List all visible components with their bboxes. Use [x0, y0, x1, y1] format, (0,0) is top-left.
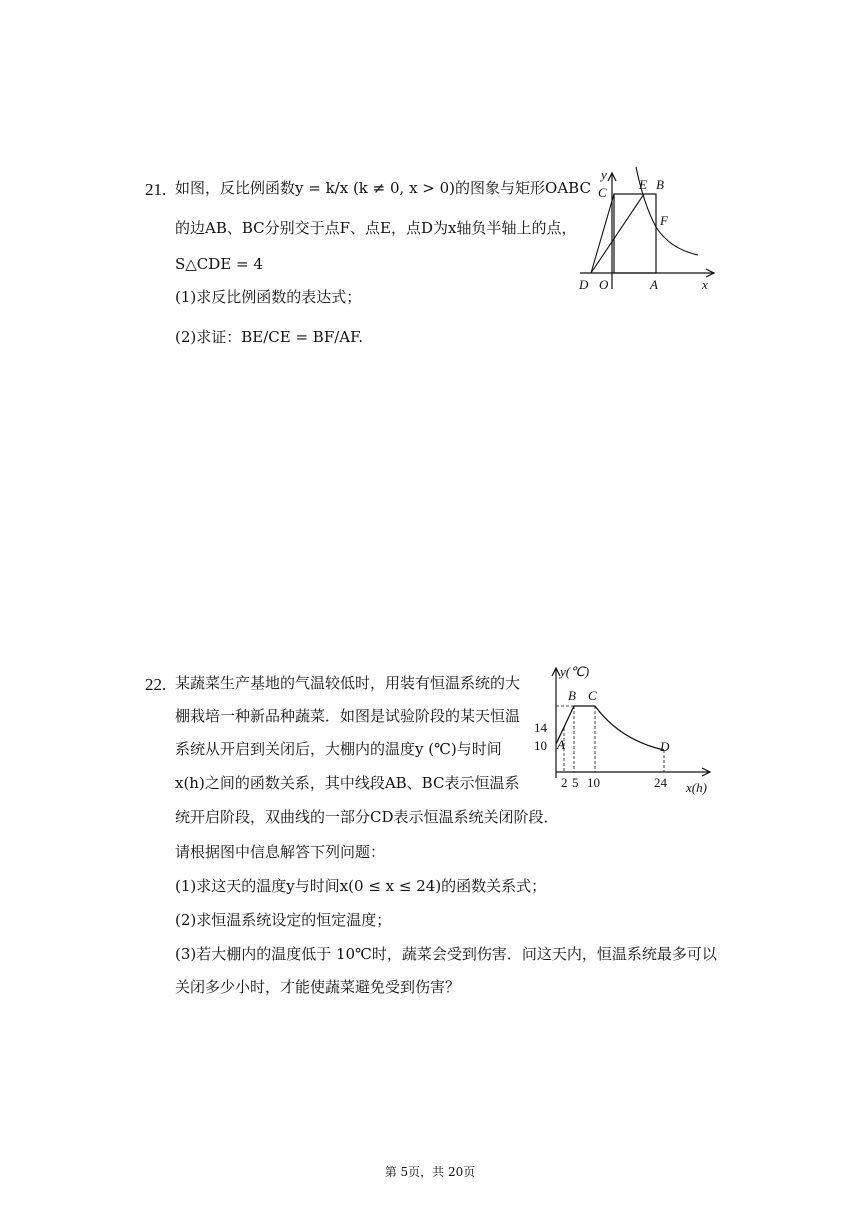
- label-14: 14: [534, 720, 547, 735]
- figure-21: [574, 165, 724, 295]
- figure-22: [530, 660, 720, 800]
- question-1: (1)求这天的温度y与时间x(0 ≤ x ≤ 24)的函数关系式；: [175, 877, 547, 895]
- tick-2: 2: [561, 775, 568, 790]
- problem-text-line: 如图，反比例函数y = k/x (k ≠ 0, x > 0)的图象与矩形OABC: [175, 179, 591, 197]
- problem-text-line: 的边AB、BC分别交于点F、点E，点D为x轴负半轴上的点，: [175, 219, 577, 237]
- problem-text-line: S△CDE = 4: [175, 255, 263, 273]
- label-a: A: [557, 737, 565, 752]
- problem-text-line: 系统从开启到关闭后，大棚内的温度y (℃)与时间: [175, 740, 502, 758]
- question-2: (2)求证：BE/CE = BF/AF.: [175, 328, 363, 346]
- label-e: E: [639, 177, 647, 192]
- label-c: C: [588, 688, 597, 703]
- question-3-continued: 关闭多少小时，才能使蔬菜避免受到伤害？: [175, 978, 461, 996]
- problem-text-line: 请根据图中信息解答下列问题：: [175, 843, 386, 861]
- label-d: D: [660, 739, 670, 754]
- problem-number: 21.: [145, 180, 167, 199]
- tick-24: 24: [654, 775, 667, 790]
- problem-text-line: 某蔬菜生产基地的气温较低时，用装有恒温系统的大: [175, 674, 521, 692]
- label-x-axis: x(h): [686, 780, 707, 795]
- page-footer: 第 5页，共 20页: [384, 1165, 476, 1179]
- label-y: y: [601, 167, 607, 182]
- label-b: B: [568, 688, 576, 703]
- label-x: x: [702, 277, 708, 292]
- tick-10: 10: [587, 775, 600, 790]
- label-f: F: [660, 213, 668, 228]
- problem-number: 22.: [145, 675, 167, 694]
- problem-text-line: 统开启阶段，双曲线的一部分CD表示恒温系统关闭阶段．: [175, 808, 559, 826]
- question-3: (3)若大棚内的温度低于 10℃时，蔬菜会受到伤害．问这天内，恒温系统最多可以: [175, 945, 717, 963]
- problem-text-line: x(h)之间的函数关系，其中线段AB、BC表示恒温系: [175, 774, 520, 792]
- label-y-axis: y(℃): [560, 664, 590, 679]
- label-10: 10: [534, 738, 547, 753]
- label-d: D: [579, 277, 589, 292]
- label-c: C: [598, 185, 607, 200]
- problem-text-line: 棚栽培一种新品种蔬菜．如图是试验阶段的某天恒温: [175, 707, 521, 725]
- question-1: (1)求反比例函数的表达式；: [175, 288, 362, 306]
- question-2: (2)求恒温系统设定的恒定温度；: [175, 911, 392, 929]
- tick-5: 5: [572, 775, 579, 790]
- label-b: B: [656, 177, 664, 192]
- label-o: O: [599, 277, 609, 292]
- label-a: A: [650, 277, 658, 292]
